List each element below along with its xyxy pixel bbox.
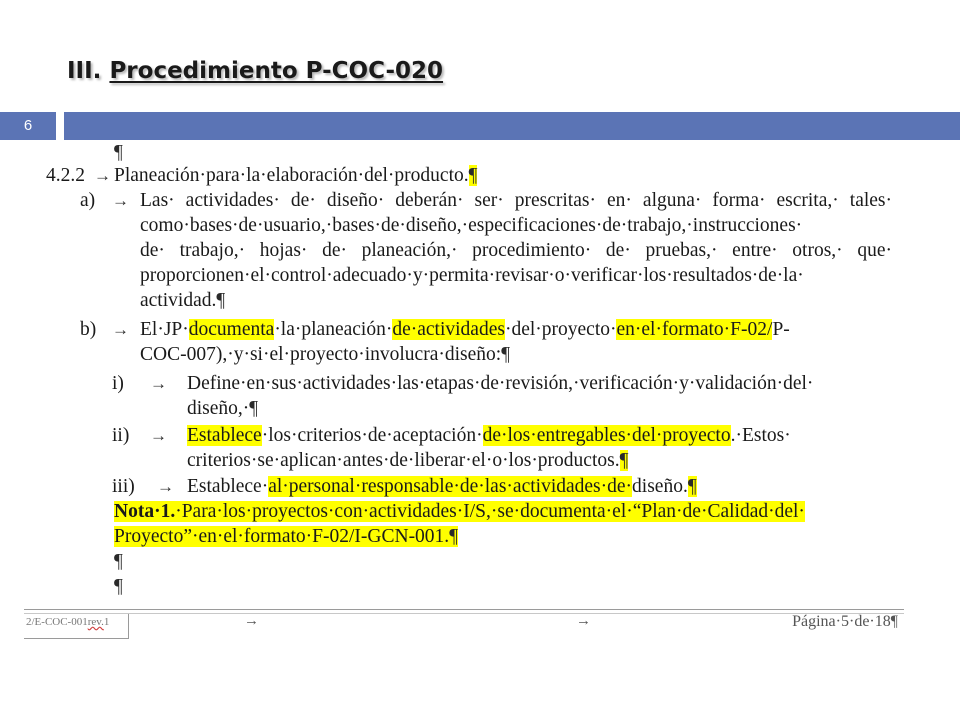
page-number-badge: 6 bbox=[0, 112, 56, 140]
paragraph-line bbox=[140, 317, 790, 342]
pilcrow: ¶ bbox=[114, 551, 123, 572]
text-run: diseño,· bbox=[187, 398, 250, 419]
highlighted-text: documenta bbox=[188, 319, 275, 340]
highlighted-text: al·personal·responsable·de·las·actividades·de· bbox=[268, 476, 633, 497]
pilcrow: ¶ bbox=[449, 526, 459, 547]
text-run: ·la·planeación· bbox=[274, 319, 393, 340]
paragraph-line bbox=[187, 448, 628, 473]
section-heading-line bbox=[114, 163, 477, 188]
slide-title bbox=[67, 58, 443, 84]
footer-code-part: 2/E-COC-001 bbox=[26, 616, 88, 628]
paragraph-line bbox=[140, 342, 510, 367]
pilcrow: ¶ bbox=[468, 165, 478, 186]
paragraph-line: Define·en·sus·actividades·las·etapas·de·revisión,·verificación·y·validación·del· bbox=[187, 373, 814, 394]
footer-rule bbox=[24, 609, 904, 610]
highlighted-text: de·los·entregables·del·proyecto bbox=[482, 425, 731, 446]
tab-arrow-icon: → bbox=[157, 477, 174, 496]
document-screenshot bbox=[24, 140, 904, 640]
paragraph-line: de· trabajo,· hojas· de· planeación,· procedimiento· de· pruebas,· entre· otros,· que· bbox=[140, 240, 892, 261]
text-run: ·los·criterios·de·aceptación· bbox=[261, 425, 483, 446]
note-line bbox=[114, 499, 805, 524]
tab-arrow-icon: → bbox=[150, 374, 167, 393]
list-marker: b) bbox=[80, 319, 97, 340]
text-run: ·del·proyecto· bbox=[504, 319, 617, 340]
paragraph-line bbox=[187, 423, 791, 448]
paragraph-text: actividad. bbox=[140, 290, 217, 311]
footer-code bbox=[26, 616, 109, 628]
highlighted-text: de·actividades bbox=[392, 319, 505, 340]
list-marker: ii) bbox=[112, 425, 130, 446]
tab-arrow-icon: → bbox=[94, 166, 111, 185]
text-run: criterios·se·aplican·antes·de·liberar·el·o·los·productos. bbox=[187, 450, 620, 471]
title-prefix: III. bbox=[67, 58, 102, 84]
paragraph-line: como·bases·de·usuario,·bases·de·diseño,·especificaciones·de·trabajo,·instrucciones· bbox=[140, 215, 803, 236]
pilcrow: ¶ bbox=[501, 344, 511, 365]
accent-bar bbox=[64, 112, 960, 140]
paragraph-line: Las· actividades· de· diseño· deberán· ser· prescritas· en· alguna· forma· escrita,· tales· bbox=[140, 190, 892, 211]
pilcrow: ¶ bbox=[114, 576, 123, 597]
text-run: P- bbox=[772, 319, 790, 340]
section-number: 4.2.2 bbox=[46, 165, 85, 186]
list-marker: iii) bbox=[112, 476, 135, 497]
section-heading: Planeación·para·la·elaboración·del·producto. bbox=[114, 165, 469, 186]
tab-arrow-icon: → bbox=[150, 426, 167, 445]
note-label: Nota·1. bbox=[114, 501, 176, 522]
highlighted-text: Establece bbox=[187, 425, 262, 446]
text-run: diseño. bbox=[632, 476, 688, 497]
paragraph-line bbox=[187, 474, 697, 499]
pilcrow: ¶ bbox=[114, 142, 123, 163]
paragraph-line bbox=[140, 288, 225, 313]
highlighted-text: Proyecto”·en·el·formato·F-02/I-GCN-001. bbox=[114, 526, 450, 547]
pilcrow: ¶ bbox=[216, 290, 226, 311]
tab-arrow-icon: → bbox=[576, 613, 591, 629]
footer-code-part: rev. bbox=[87, 616, 104, 628]
highlighted-text: ·Para·los·proyectos·con·actividades·I/S,·se·documenta·el·“Plan·de·Calidad·del· bbox=[175, 501, 805, 522]
paragraph-line: proporcionen·el·control·adecuado·y·permita·revisar·o·verificar·los·resultados·de·la· bbox=[140, 265, 804, 286]
text-run: .·Estos· bbox=[730, 425, 791, 446]
tab-arrow-icon: → bbox=[112, 320, 129, 339]
footer-code-part: 1 bbox=[103, 616, 110, 628]
footer-rule bbox=[24, 613, 904, 614]
highlighted-text: en·el·formato·F-02/ bbox=[616, 319, 773, 340]
pilcrow: ¶ bbox=[687, 476, 697, 497]
tab-arrow-icon: → bbox=[112, 191, 129, 210]
tab-arrow-icon: → bbox=[244, 613, 259, 629]
paragraph-line bbox=[187, 396, 258, 421]
title-main: Procedimiento P-COC-020 bbox=[109, 58, 444, 84]
list-marker: a) bbox=[80, 190, 96, 211]
note-line bbox=[114, 524, 458, 549]
text-run: El·JP· bbox=[140, 319, 189, 340]
list-marker: i) bbox=[112, 373, 124, 394]
footer-page-number: Página·5·de·18¶ bbox=[792, 613, 898, 630]
text-run: COC-007),·y·si·el·proyecto·involucra·diseño: bbox=[140, 344, 502, 365]
pilcrow: ¶ bbox=[619, 450, 629, 471]
text-run: Establece· bbox=[187, 476, 269, 497]
pilcrow: ¶ bbox=[249, 398, 259, 419]
